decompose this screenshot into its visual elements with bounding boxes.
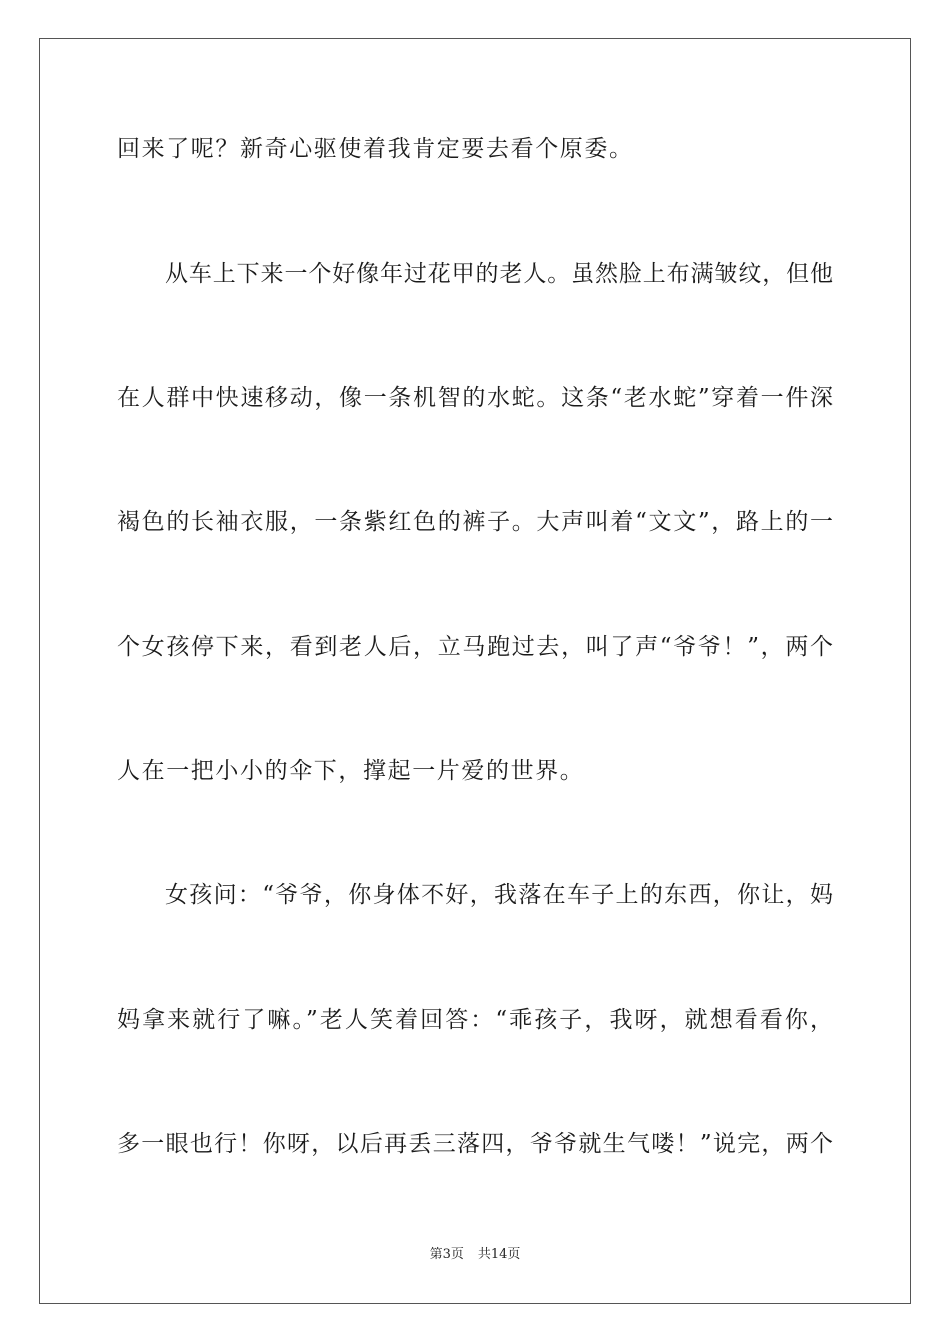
text-line-1: 回来了呢？新奇心驱使着我肯定要去看个原委。 bbox=[117, 136, 634, 162]
page-total: 共14页 bbox=[477, 1247, 521, 1262]
text-line-7: 女孩问：“爷爷，你身体不好，我落在车子上的东西，你让，妈 bbox=[165, 882, 833, 908]
text-line-4: 褐色的长袖衣服，一条紫红色的裤子。大声叫着“文文”，路上的一 bbox=[117, 509, 833, 535]
page-footer bbox=[0, 1246, 950, 1264]
page-number: 第3页 bbox=[429, 1247, 464, 1262]
text-line-5: 个女孩停下来，看到老人后，立马跑过去，叫了声“爷爷！”，两个 bbox=[117, 634, 833, 660]
text-line-8: 妈拿来就行了嘛。”老人笑着回答：“乖孩子，我呀，就想看看你， bbox=[117, 1007, 833, 1033]
text-line-2: 从车上下来一个好像年过花甲的老人。虽然脸上布满皱纹，但他 bbox=[165, 261, 833, 287]
page-border bbox=[39, 38, 911, 1304]
text-line-6: 人在一把小小的伞下，撑起一片爱的世界。 bbox=[117, 758, 585, 784]
text-line-9: 多一眼也行！你呀，以后再丢三落四，爷爷就生气喽！”说完，两个 bbox=[117, 1131, 833, 1157]
text-line-3: 在人群中快速移动，像一条机智的水蛇。这条“老水蛇”穿着一件深 bbox=[117, 385, 833, 411]
